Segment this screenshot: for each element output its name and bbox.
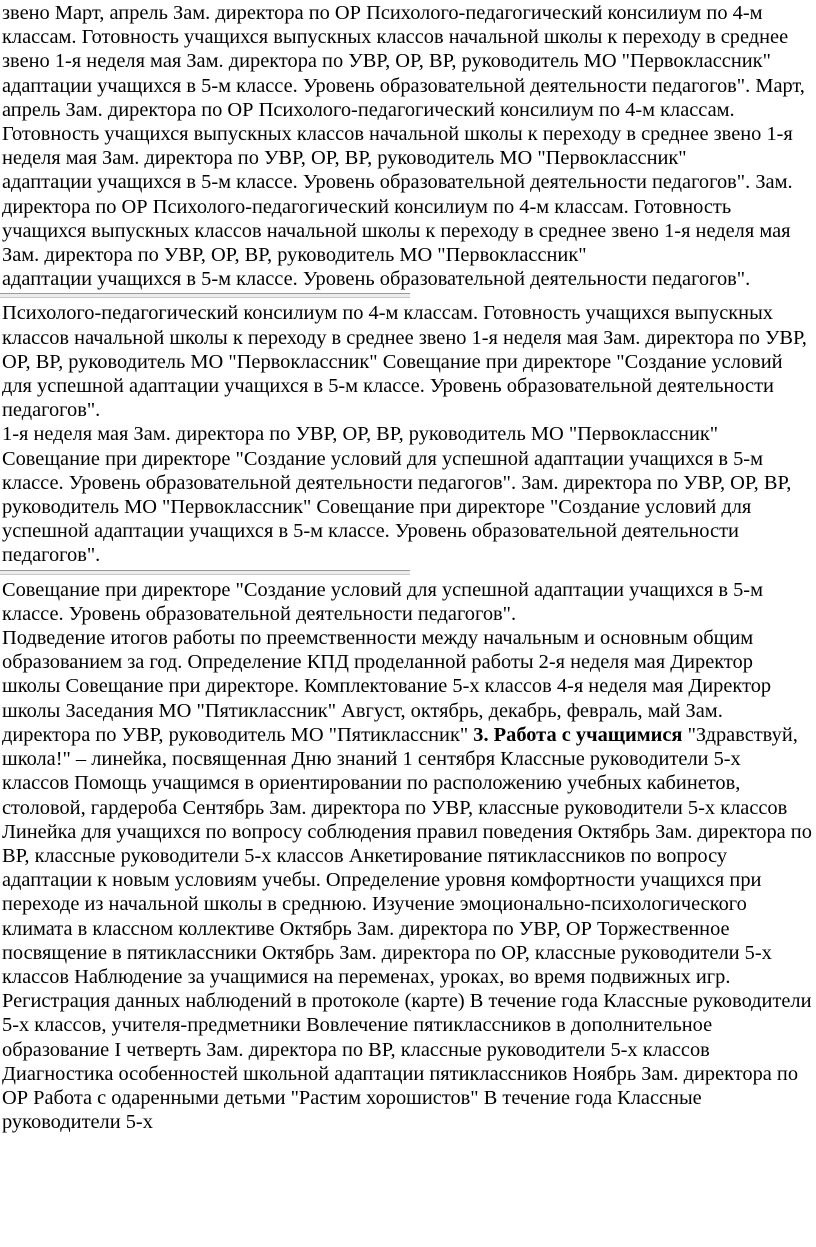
section-divider	[0, 293, 410, 298]
paragraph-text: Подведение итогов работы по преемственности между начальным и основным общим образованием за год. Определение КПД проделанной работы 2-я неделя мая Директор школы Совещание при директоре. Комплектование 5-х классов 4-я неделя мая Директор школы Заседания МО "Пятиклассник" Август, октябрь, декабрь, февраль, май Зам. директора по УВР, руководитель МО "Пятиклассник"	[2, 627, 772, 746]
paragraph	[2, 626, 812, 1134]
paragraph: адаптации учащихся в 5-м классе. Уровень образовательной деятельности педагогов". Зам. директора по ОР Психолого-педагогический консилиум по 4-м классам. Готовность учащихся выпускных классов начальной школы к переходу в среднее звено 1-я неделя мая Зам. директора по УВР, ОР, ВР, руководитель МО "Первоклассник"	[2, 171, 793, 267]
paragraph: адаптации учащихся в 5-м классе. Уровень образовательной деятельности педагогов".	[2, 268, 751, 291]
text-block-1	[0, 0, 816, 291]
text-block-3	[0, 578, 816, 1135]
paragraph: Психолого-педагогический консилиум по 4-м классам. Готовность учащихся выпускных классов начальной школы к переходу в среднее звено 1-я неделя мая Зам. директора по УВР, ОР, ВР, руководитель МО "Первоклассник" Совещание при директоре "Создание условий для успешной адаптации учащихся в 5-м классе. Уровень образовательной деятельности педагогов".	[2, 302, 807, 422]
paragraph: адаптации учащихся в 5-м классе. Уровень образовательной деятельности педагогов". Март, апрель Зам. директора по ОР Психолого-педагогический консилиум по 4-м классам. Готовность учащихся выпускных классов начальной школы к переходу в среднее звено 1-я неделя мая Зам. директора по УВР, ОР, ВР, руководитель МО "Первоклассник"	[2, 74, 805, 170]
paragraph-text: "Здравствуй, школа!" – линейка, посвященная Дню знаний 1 сентября Классные руководители 5-х классов Помощь учащимся в ориентировании по расположению учебных кабинетов, столовой, гардероба Сентябрь Зам. директора по УВР, классные руководители 5-х классов Линейка для учащихся по вопросу соблюдения правил поведения Октябрь Зам. директора по ВР, классные руководители 5-х классов Анкетирование пятиклассников по вопросу адаптации к новым условиям учебы. Определение уровня комфортности учащихся при переходе из начальной школы в среднюю. Изучение эмоционально-психологического климата в классном коллективе Октябрь Зам. директора по УВР, ОР Торжественное посвящение в пятиклассники Октябрь Зам. директора по ОР, классные руководители 5-х классов Наблюдение за учащимися на переменах, уроках, во время подвижных игр. Регистрация данных наблюдений в протоколе (карте) В течение года Классные руководители 5-х классов, учителя-предметники Вовлечение пятиклассников в дополнительное образование I четверть Зам. директора по ВР, классные руководители 5-х классов Диагностика особенностей школьной адаптации пятиклассников Ноябрь Зам. директора по ОР Работа с одаренными детьми "Растим хорошистов" В течение года Классные руководители 5-х	[2, 723, 812, 1134]
text-block-2	[0, 301, 816, 567]
section-heading-work-with-students: 3. Работа с учащимися	[473, 723, 683, 746]
paragraph: звено Март, апрель Зам. директора по ОР Психолого-педагогический консилиум по 4-м классам. Готовность учащихся выпускных классов начальной школы к переходу в среднее звено 1-я неделя мая Зам. директора по УВР, ОР, ВР, руководитель МО "Первоклассник"	[2, 2, 789, 73]
paragraph: 1-я неделя мая Зам. директора по УВР, ОР, ВР, руководитель МО "Первоклассник" Совещание при директоре "Создание условий для успешной адаптации учащихся в 5-м классе. Уровень образовательной деятельности педагогов". Зам. директора по УВР, ОР, ВР, руководитель МО "Первоклассник" Совещание при директоре "Создание условий для успешной адаптации учащихся в 5-м классе. Уровень образовательной деятельности педагогов".	[2, 423, 792, 567]
paragraph: Совещание при директоре "Создание условий для успешной адаптации учащихся в 5-м классе. Уровень образовательной деятельности педагогов".	[2, 578, 763, 625]
section-divider	[0, 570, 410, 575]
